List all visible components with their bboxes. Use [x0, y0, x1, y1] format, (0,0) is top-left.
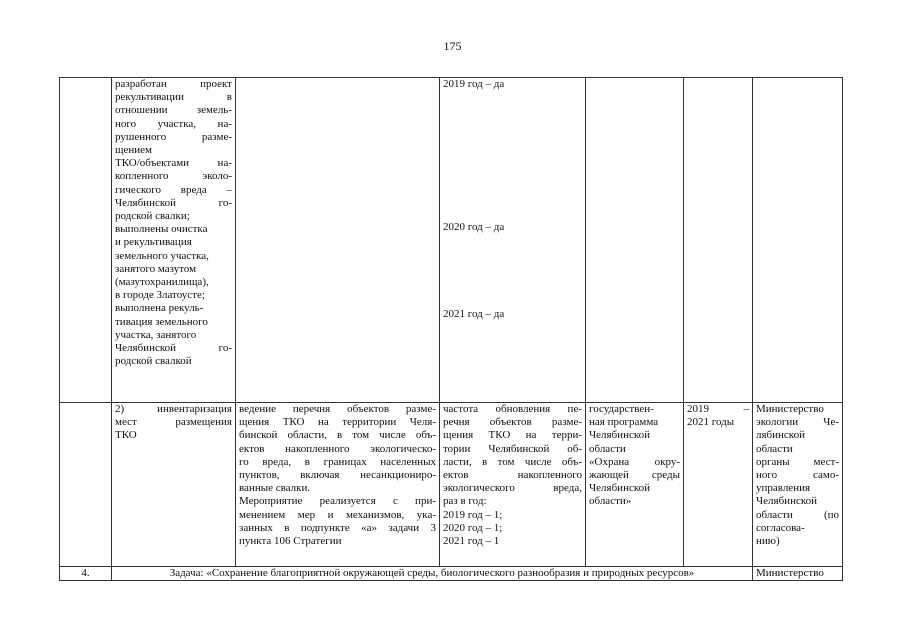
task-number: 4.	[60, 567, 112, 581]
cell-period: 2019 – 2021 годы	[684, 403, 753, 567]
cell-indicators	[440, 78, 586, 403]
indicator-2021: 2021 год – да	[443, 308, 505, 321]
cell-results: разработан проект рекультивации в отношении земель- ного участка, на- рушенного разме- щением ТКО/объектами на- копленного эколо- гического вреда – Челябинской го- родской свалки; выполнены очистка и рекультивация земельного участка, занятого мазутом (мазутохранилища), в городе Златоусте; выполнена рекуль- тивация земельного участка, занятого Челябинской го- родской свалкой	[112, 78, 236, 403]
indicator-2019: 2019 год – да	[443, 78, 505, 90]
cell-number	[60, 78, 112, 403]
table-row	[60, 567, 843, 581]
page-number: 175	[443, 39, 462, 53]
cell-activities: ведение перечня объектов разме- щения ТКО на территории Челя- бинской области, в том числе объ- ектов накопленного экологическо- го вреда, в границах населенных пунктов, включая несанкциониро- ванные свалки. Мероприятие реализуется с при- менением мер и механизмов, ука- занных в подпункте «а» задачи 3 пункта 106 Стратегии	[236, 403, 440, 567]
cell-activities	[236, 78, 440, 403]
table-row	[60, 78, 843, 403]
cell-measure: 2) инвентаризация мест размещения ТКО	[112, 403, 236, 567]
task-responsible: Министерство	[753, 567, 843, 581]
table-row	[60, 403, 843, 567]
cell-program: государствен- ная программа Челябинской области «Охрана окру- жающей среды Челябинской области»	[586, 403, 684, 567]
cell-responsible: Министерство экологии Че- лябинской области органы мест- ного само- управления Челябинской области (по согласова- нию)	[753, 403, 843, 567]
measures-table	[59, 77, 843, 581]
cell-program	[586, 78, 684, 403]
cell-indicators: частота обновления пе- речня объектов разме- щения ТКО на терри- тории Челябинской об- ласти, в том числе объ- ектов накопленного экологического вреда, раз в год: 2019 год – 1; 2020 год – 1; 2021 год – 1	[440, 403, 586, 567]
task-title: Задача: «Сохранение благоприятной окружающей среды, биологического разнообразия и природных ресурсов»	[112, 567, 753, 581]
cell-period	[684, 78, 753, 403]
indicator-2020: 2020 год – да	[443, 221, 505, 234]
cell-number	[60, 403, 112, 567]
cell-responsible	[753, 78, 843, 403]
